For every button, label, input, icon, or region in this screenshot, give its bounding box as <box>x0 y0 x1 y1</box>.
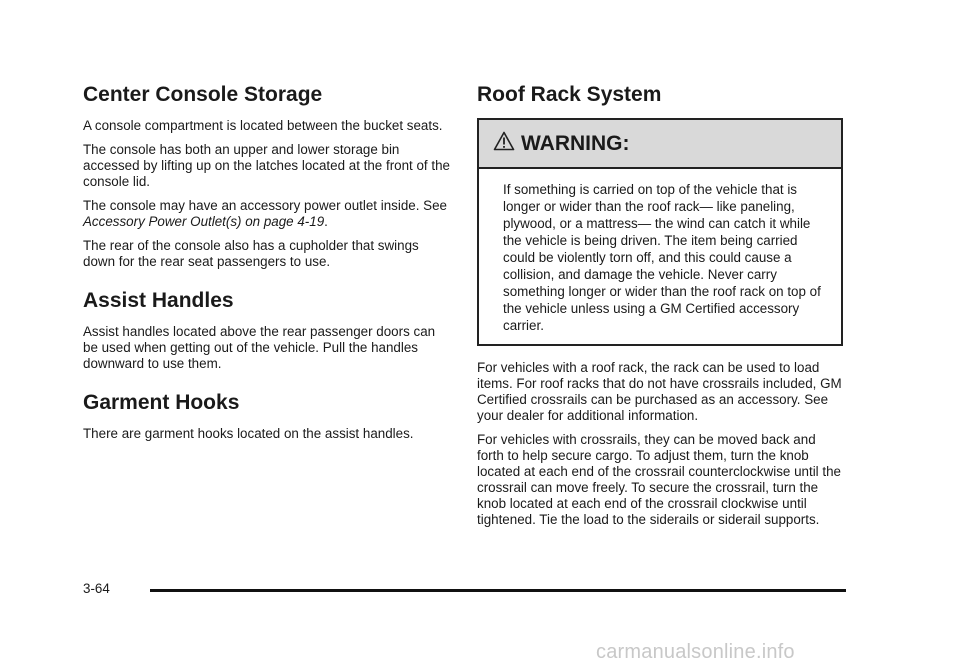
console-p3-tail: . <box>324 214 328 229</box>
warning-header <box>479 120 841 169</box>
roof-rack-paragraph-2: For vehicles with crossrails, they can be moved back and forth to help secure cargo. To adjust them, turn the knob located at each end of the crossrail counterclockwise until the crossrail can move freely. To secure the crossrail, turn the knob located at each end of the crossrail clockwise until tightened. Tie the load to the siderails or siderail supports. <box>477 432 841 527</box>
section-heading-assist: Assist Handles <box>83 289 234 312</box>
left-column <box>83 82 451 450</box>
warning-triangle-icon <box>493 131 515 156</box>
power-outlet-reference-link[interactable]: Accessory Power Outlet(s) on page 4-19 <box>83 214 325 229</box>
garment-paragraph-1: There are garment hooks located on the assist handles. <box>83 426 414 441</box>
console-paragraph-4: The rear of the console also has a cupholder that swings down for the rear seat passengers to use. <box>83 238 419 269</box>
assist-paragraph-1: Assist handles located above the rear passenger doors can be used when getting out of the vehicle. Pull the handles downward to use them. <box>83 324 436 371</box>
warning-text: If something is carried on top of the vehicle that is longer or wider than the roof rack— like paneling, plywood, or a mattress— the wind can catch it while the vehicle is being driven. The item being carried could be violently torn off, and this could cause a collision, and damage the vehicle. Never carry something longer or wider than the roof rack on top of the vehicle unless using a GM Certified accessory carrier. <box>503 182 821 333</box>
console-p3-lead: The console may have an accessory power outlet inside. See <box>83 198 447 213</box>
watermark: carmanualsonline.info <box>596 641 795 663</box>
page-number: 3-64 <box>83 581 110 596</box>
right-column <box>477 82 845 536</box>
warning-title: WARNING: <box>521 131 630 155</box>
section-heading-roof-rack: Roof Rack System <box>477 83 662 106</box>
section-heading-console: Center Console Storage <box>83 83 323 106</box>
warning-body <box>479 169 841 344</box>
section-heading-garment: Garment Hooks <box>83 391 240 414</box>
roof-rack-paragraph-1: For vehicles with a roof rack, the rack can be used to load items. For roof racks that do not have crossrails included, GM Certified crossrails can be purchased as an accessory. See your dealer for additional information. <box>477 360 842 423</box>
warning-box <box>477 118 843 346</box>
console-paragraph-2: The console has both an upper and lower storage bin accessed by lifting up on the latches located at the front of the console lid. <box>83 142 450 189</box>
footer-rule <box>150 589 846 592</box>
console-paragraph-3 <box>83 198 451 230</box>
console-paragraph-1: A console compartment is located between the bucket seats. <box>83 118 443 133</box>
